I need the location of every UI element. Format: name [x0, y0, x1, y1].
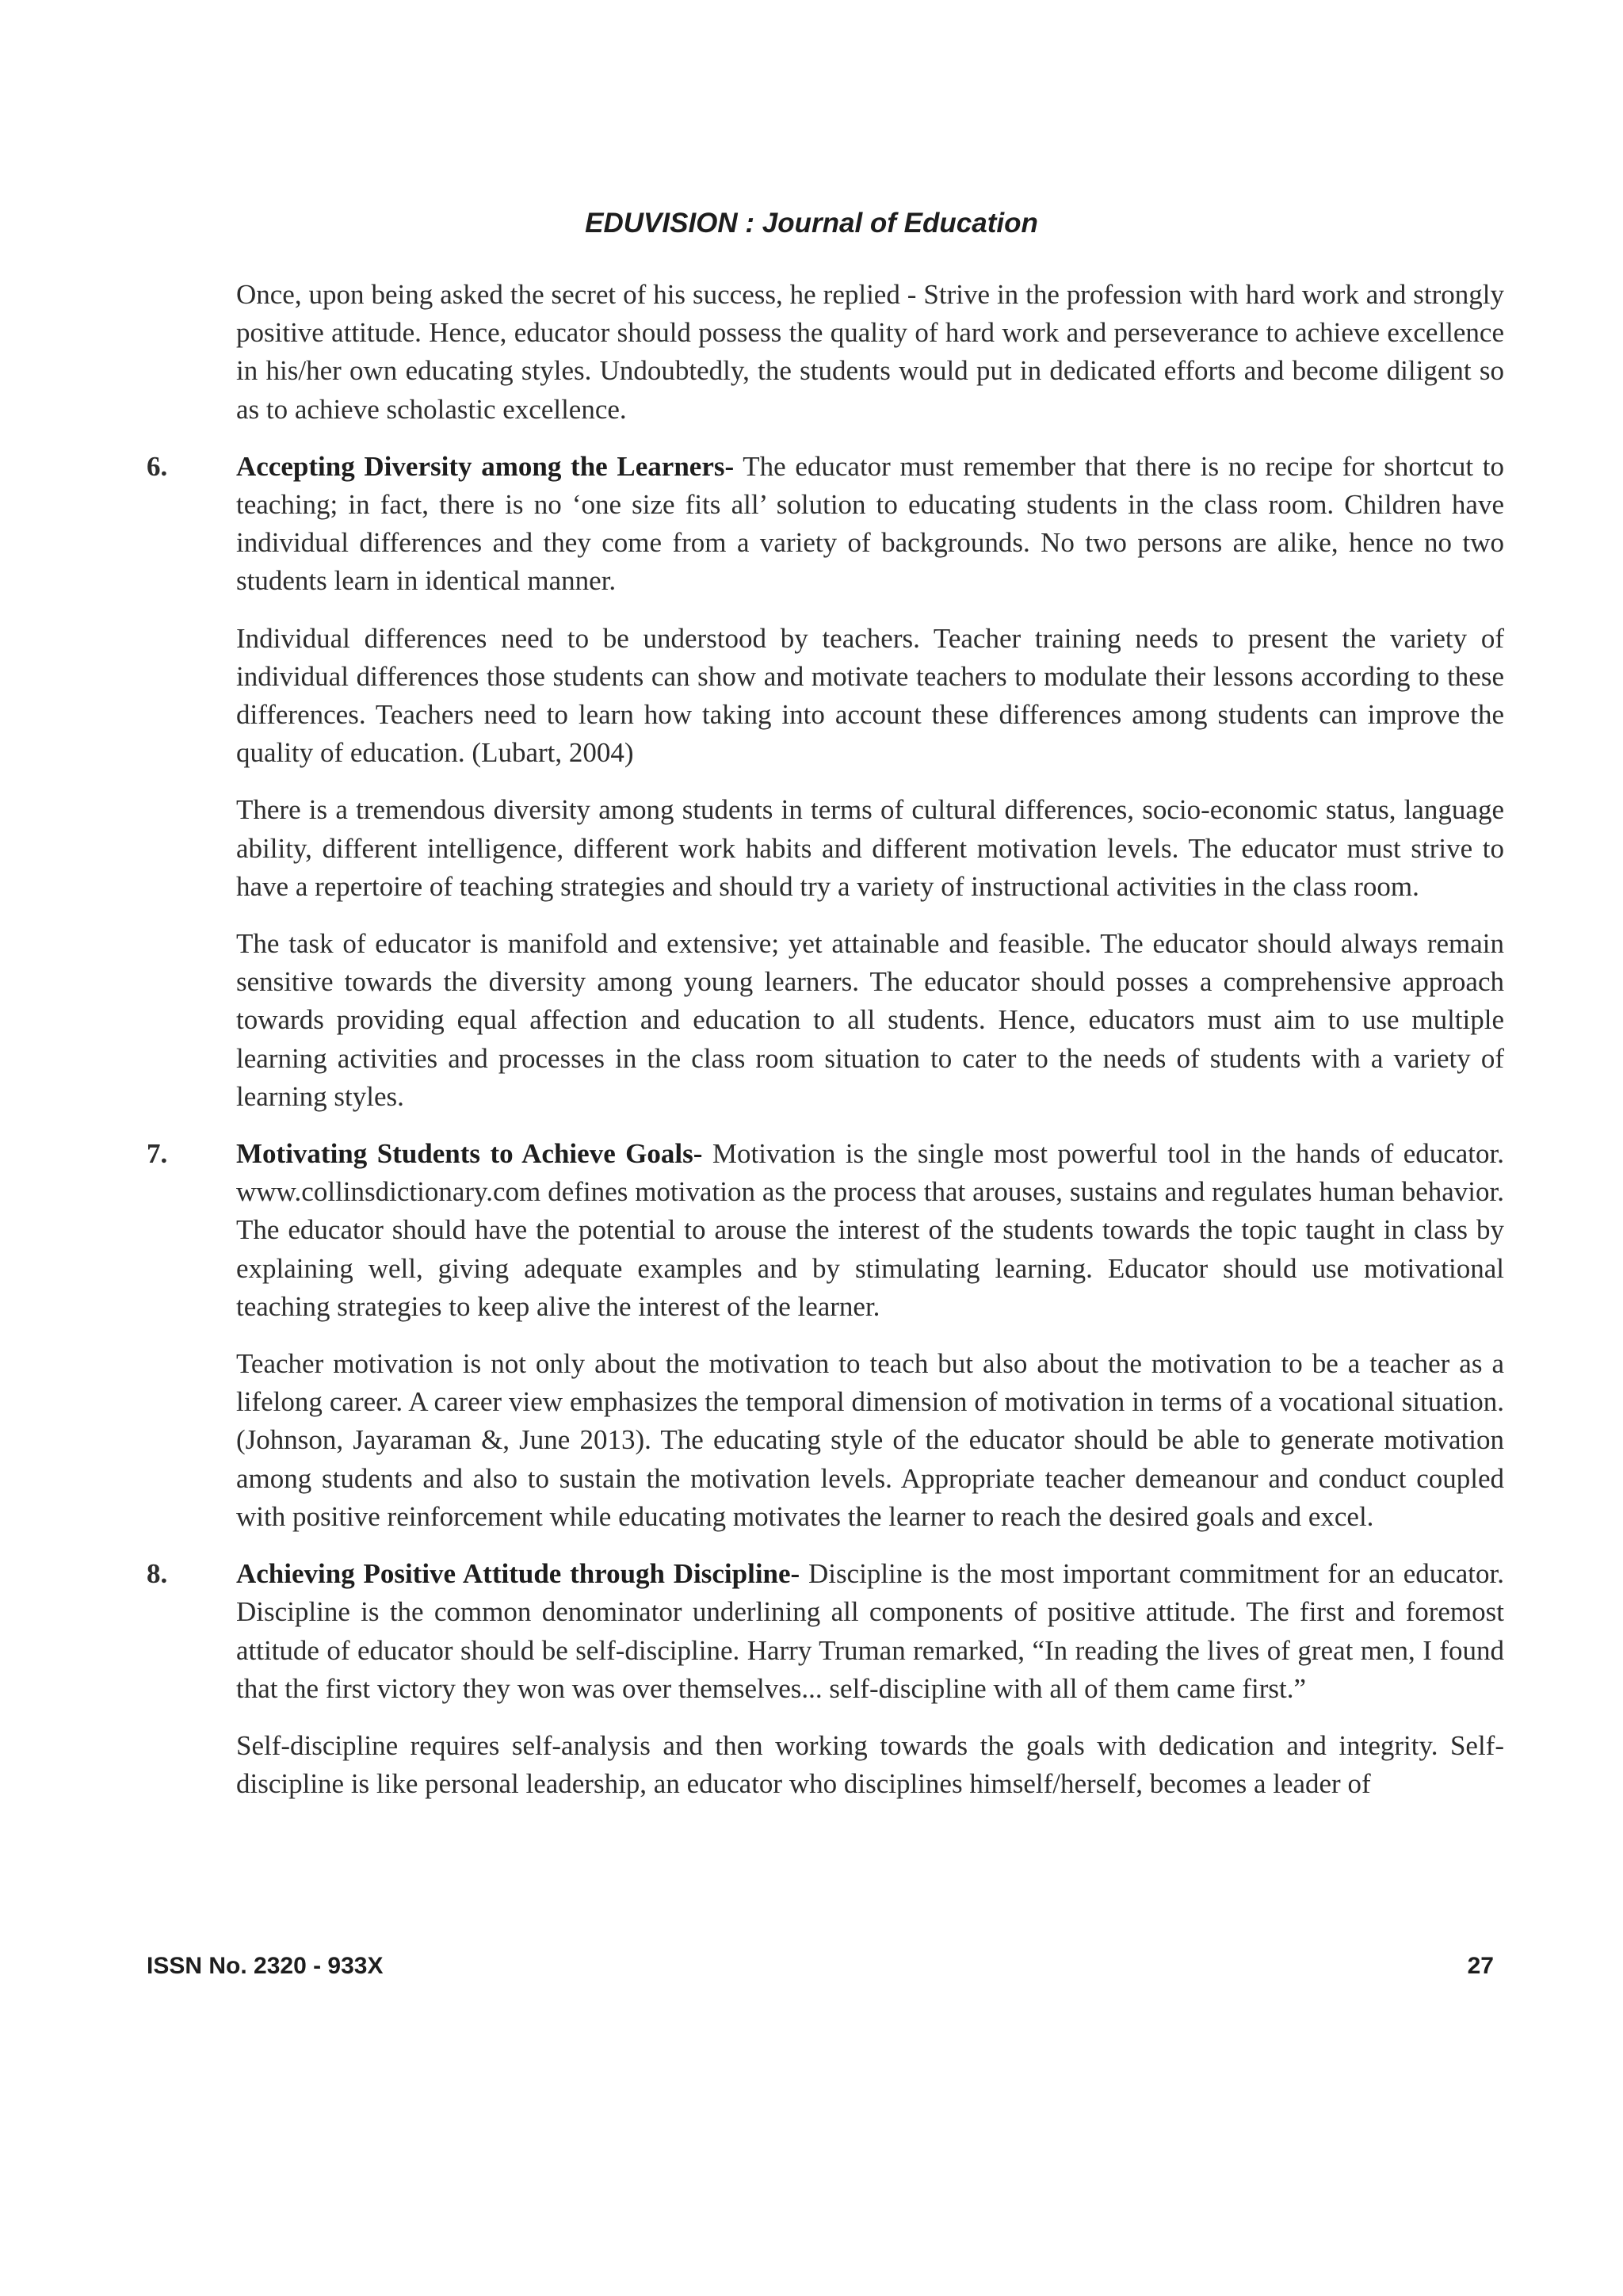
item-number: 7. — [147, 1138, 168, 1170]
list-item-6 — [147, 448, 1504, 601]
item-lead-paragraph — [236, 1555, 1504, 1708]
item-heading: Achieving Positive Attitude through Discipline- — [236, 1558, 800, 1590]
page-number: 27 — [1467, 1953, 1494, 1979]
item-lead-paragraph — [236, 1135, 1504, 1326]
body-paragraph: There is a tremendous diversity among students in terms of cultural differences, socio-economic status, language ability, different intelligence, different work habits and different motivation levels. The educator must strive to have a repertoire of teaching strategies and should try a variety of instructional activities in the class room. — [236, 794, 1504, 902]
item-heading: Accepting Diversity among the Learners- — [236, 450, 735, 482]
journal-running-head: EDUVISION : Journal of Education — [585, 208, 1038, 239]
list-item-8 — [147, 1555, 1504, 1708]
body-paragraph: Teacher motivation is not only about the motivation to teach but also about the motivation to be a teacher as a lifelong career. A career view emphasizes the temporal dimension of motivation in terms of a vocational situation. (Johnson, Jayaraman &, June 2013). The educating style of the educator should be able to generate motivation among students and also to sustain the motivation levels. Appropriate teacher demeanour and conduct coupled with positive reinforcement while educating motivates the learner to reach the desired goals and excel. — [236, 1348, 1504, 1532]
list-item-7 — [147, 1135, 1504, 1326]
issn-footer: ISSN No. 2320 - 933X — [147, 1953, 384, 1979]
body-paragraph: Self-discipline requires self-analysis and then working towards the goals with dedication and integrity. Self-discipline is like personal leadership, an educator who disciplines himself/herself, becomes a leader of — [236, 1729, 1504, 1800]
body-paragraph: The task of educator is manifold and extensive; yet attainable and feasible. The educator should always remain sensitive towards the diversity among young learners. The educator should posses a comprehensive approach towards providing equal affection and education to all students. Hence, educators must aim to use multiple learning activities and processes in the class room situation to cater to the needs of students with a variety of learning styles. — [236, 928, 1504, 1112]
article-body — [147, 276, 1504, 1822]
item-lead-text: Discipline is the most important commitment for an educator. Discipline is the common denominator underlining all components of positive attitude. The first and foremost attitude of educator should be self-discipline. Harry Truman remarked, “In reading the lives of great men, I found that the first victory they won was over themselves... self-discipline with all of them came first.” — [236, 1558, 1504, 1704]
item-heading: Motivating Students to Achieve Goals- — [236, 1138, 703, 1170]
item-number: 6. — [147, 450, 168, 482]
intro-paragraph: Once, upon being asked the secret of his success, he replied - Strive in the profession with hard work and strongly positive attitude. Hence, educator should possess the quality of hard work and perseverance to achieve excellence in his/her own educating styles. Undoubtedly, the students would put in dedicated efforts and become diligent so as to achieve scholastic excellence. — [236, 279, 1504, 425]
item-lead-text: Motivation is the single most powerful tool in the hands of educator. www.collinsdictionary.com defines motivation as the process that arouses, sustains and regulates human behavior. The educator should have the potential to arouse the interest of the students towards the topic taught in class by explaining well, giving adequate examples and by stimulating learning. Educator should use motivational teaching strategies to keep alive the interest of the learner. — [236, 1138, 1505, 1322]
item-number: 8. — [147, 1558, 168, 1590]
body-paragraph: Individual differences need to be understood by teachers. Teacher training needs to present the variety of individual differences those students can show and motivate teachers to modulate their lessons according to these differences. Teachers need to learn how taking into account these differences among students can improve the quality of education. (Lubart, 2004) — [236, 622, 1504, 769]
item-lead-paragraph — [236, 448, 1504, 601]
item-lead-text: The educator must remember that there is no recipe for shortcut to teaching; in fact, there is no ‘one size fits all’ solution to educating students in the class room. Children have individual differences and they come from a variety of backgrounds. No two persons are alike, hence no two students learn in identical manner. — [236, 450, 1505, 597]
